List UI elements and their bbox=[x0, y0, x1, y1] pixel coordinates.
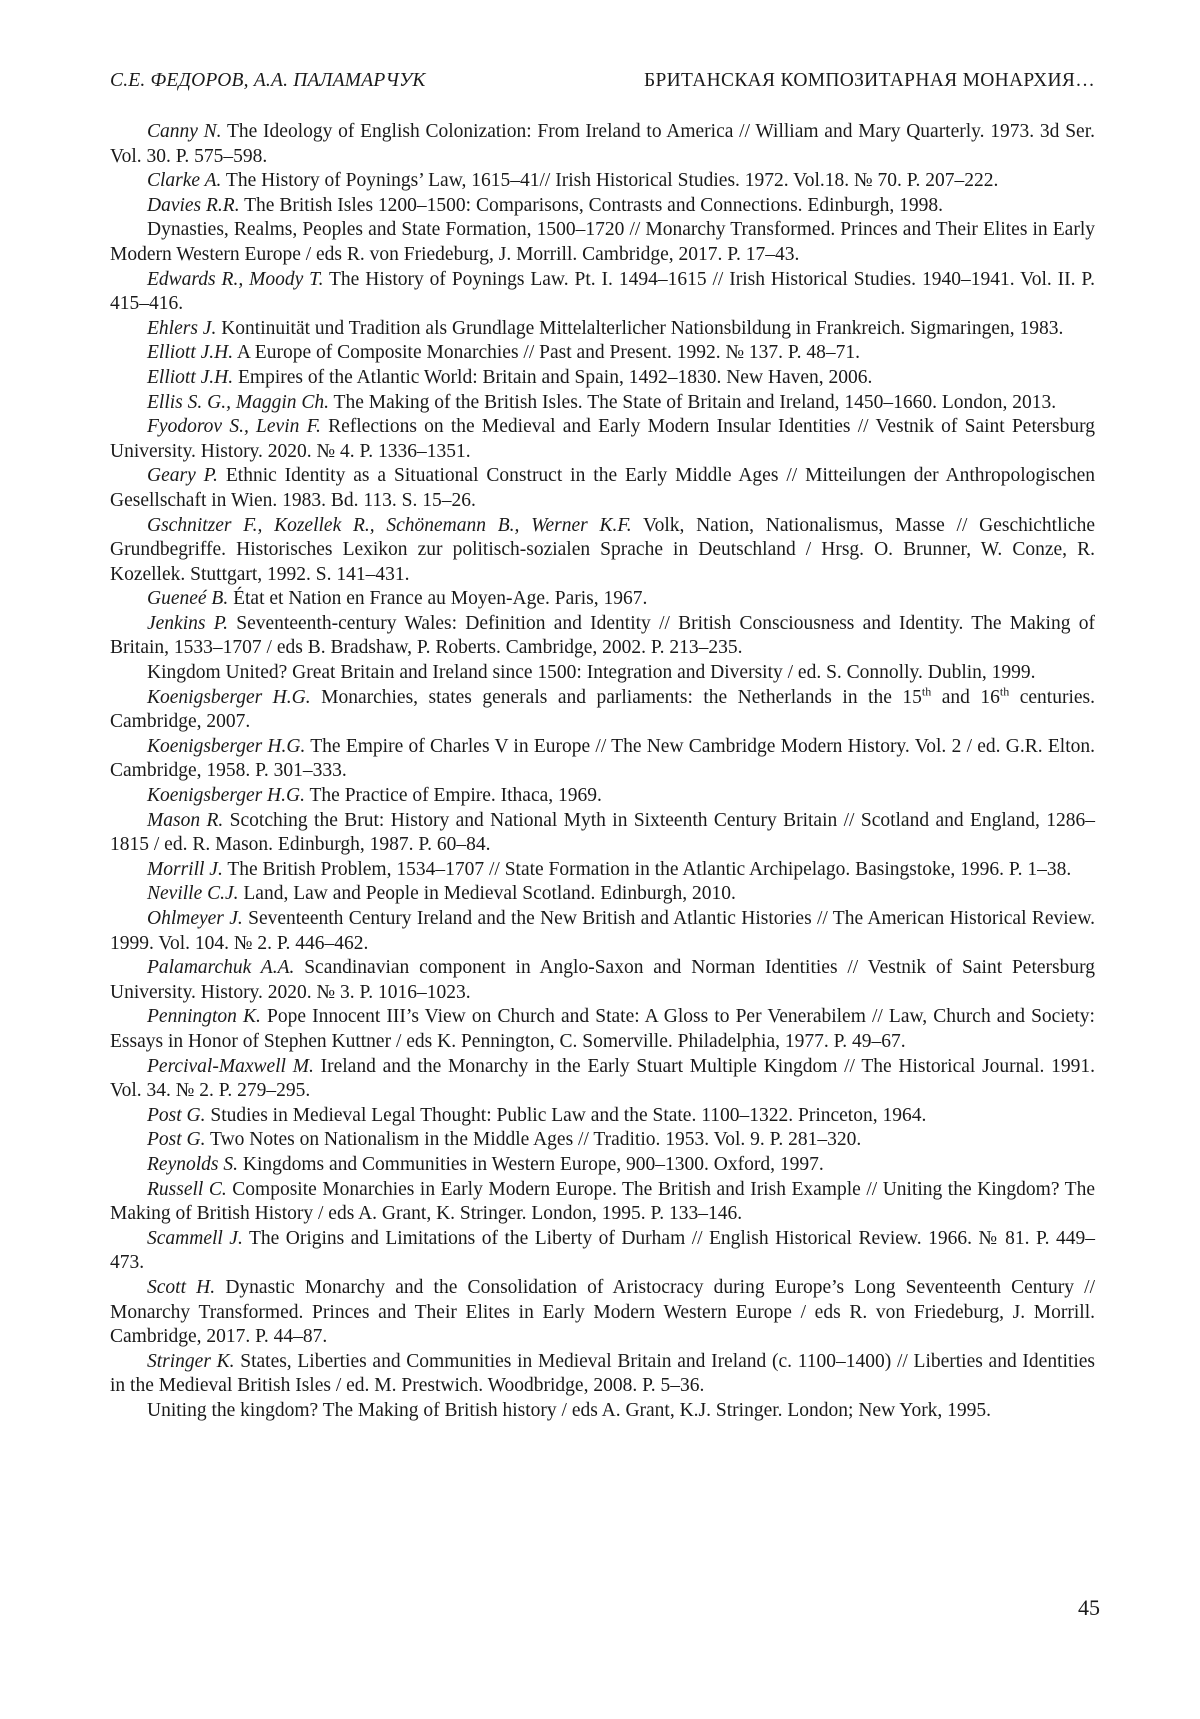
reference-author: Clarke A. bbox=[147, 170, 222, 192]
reference-author: Ohlmeyer J. bbox=[147, 908, 243, 929]
reference-author: Morrill J. bbox=[147, 858, 223, 880]
reference-entry bbox=[110, 391, 1095, 416]
reference-author: Ellis S. G., Maggin Ch. bbox=[147, 391, 330, 413]
reference-author: Koenigsberger H.G. bbox=[147, 785, 305, 807]
reference-entry bbox=[110, 1104, 1095, 1129]
reference-text: The History of Poynings Law. Pt. I. 1494–1615 // Irish Historical Studies. 1940–1941. Vol. II. P. 415–416. bbox=[110, 268, 1095, 315]
reference-text: Dynasties, Realms, Peoples and State Formation, 1500–1720 // Monarchy Transformed. Princes and Their Elites in Early Modern Western Europe / eds R. von Friedeburg, J. Morrill. Cambridge, 2017. P. 17–43. bbox=[110, 219, 1095, 265]
reference-author: Koenigsberger H.G. bbox=[147, 686, 311, 708]
reference-text: The Making of the British Isles. The State of Britain and Ireland, 1450–1660. London, 2013. bbox=[329, 391, 1057, 413]
reference-entry bbox=[110, 587, 1095, 612]
reference-text: The Ideology of English Colonization: From Ireland to America // William and Mary Quarterly. 1973. 3d Ser. Vol. 30. P. 575–598. bbox=[110, 121, 1095, 167]
page-number: 45 bbox=[1078, 1595, 1100, 1620]
reference-entry bbox=[110, 464, 1095, 513]
reference-entry bbox=[110, 1178, 1095, 1227]
reference-author: Scammell J. bbox=[147, 1227, 243, 1249]
reference-entry bbox=[110, 735, 1095, 784]
reference-text: centuries. Cambridge, 2007. bbox=[110, 686, 1095, 733]
reference-author: Davies R.R. bbox=[147, 194, 240, 216]
reference-author: Ehlers J. bbox=[147, 317, 217, 339]
reference-entry bbox=[110, 317, 1095, 342]
header-authors: С.Е. ФЕДОРОВ, А.А. ПАЛАМАРЧУК bbox=[110, 70, 426, 91]
reference-text: Reflections on the Medieval and Early Modern Insular Identities // Vestnik of Saint Petersburg University. History. 2020. № 4. P. 1336–1351. bbox=[110, 416, 1095, 462]
reference-author: Gueneé B. bbox=[147, 588, 229, 610]
reference-text: Dynastic Monarchy and the Consolidation of Aristocracy during Europe’s Long Seventeenth Century // Monarchy Transformed. Princes and Their Elites in Early Modern Western Europe / eds R. von Friedeburg, J. Morrill. Cambridge, 2017. P. 44–87. bbox=[110, 1276, 1095, 1348]
reference-entry bbox=[110, 1399, 1095, 1424]
reference-text: The Origins and Limitations of the Liberty of Durham // English Historical Review. 1966. № 81. P. 449–473. bbox=[110, 1227, 1096, 1274]
reference-text: The British Problem, 1534–1707 // State Formation in the Atlantic Archipelago. Basingstoke, 1996. P. 1–38. bbox=[222, 858, 1072, 880]
reference-entry bbox=[110, 612, 1095, 661]
reference-author: Post G. bbox=[147, 1104, 206, 1126]
reference-text: Studies in Medieval Legal Thought: Public Law and the State. 1100–1322. Princeton, 1964. bbox=[205, 1104, 927, 1126]
reference-text: The History of Poynings’ Law, 1615–41// Irish Historical Studies. 1972. Vol.18. № 70. P. 207–222. bbox=[221, 170, 999, 192]
reference-text: Scotching the Brut: History and National Myth in Sixteenth Century Britain // Scotland and England, 1286–1815 / ed. R. Mason. Edinburgh, 1987. P. 60–84. bbox=[110, 809, 1096, 856]
reference-entry bbox=[110, 341, 1095, 366]
reference-entry bbox=[110, 882, 1095, 907]
reference-text: Pope Innocent III’s View on Church and State: A Gloss to Per Venerabilem // Law, Church and Society: Essays in Honor of Stephen Kuttner / eds K. Pennington, C. Somerville. Philadelphia, 1977. P. 49–67. bbox=[110, 1006, 1095, 1052]
reference-entry bbox=[110, 218, 1095, 267]
reference-text: The British Isles 1200–1500: Comparisons, Contrasts and Connections. Edinburgh, 1998. bbox=[239, 194, 944, 216]
reference-author: Canny N. bbox=[147, 121, 222, 142]
superscript: th bbox=[921, 684, 932, 699]
reference-entry bbox=[110, 956, 1095, 1005]
reference-entry bbox=[110, 514, 1095, 588]
reference-entry bbox=[110, 784, 1095, 809]
reference-entry bbox=[110, 1227, 1095, 1276]
reference-text: Kingdom United? Great Britain and Ireland since 1500: Integration and Diversity / ed. S. Connolly. Dublin, 1999. bbox=[147, 662, 1036, 684]
reference-entry bbox=[110, 1153, 1095, 1178]
reference-entry bbox=[110, 415, 1095, 464]
reference-entry bbox=[110, 1005, 1095, 1054]
reference-text: Empires of the Atlantic World: Britain and Spain, 1492–1830. New Haven, 2006. bbox=[233, 366, 873, 388]
reference-text: Kontinuität und Tradition als Grundlage Mittelalterlicher Nationsbildung in Frankreich. Sigmaringen, 1983. bbox=[216, 317, 1064, 339]
reference-author: Reynolds S. bbox=[147, 1153, 238, 1175]
reference-text: Kingdoms and Communities in Western Europe, 900–1300. Oxford, 1997. bbox=[237, 1153, 824, 1175]
reference-text: Seventeenth Century Ireland and the New British and Atlantic Histories // The American Historical Review. 1999. Vol. 104. № 2. P. 446–462. bbox=[110, 908, 1096, 954]
reference-author: Scott H. bbox=[147, 1276, 216, 1298]
reference-entry bbox=[110, 907, 1095, 956]
reference-text: Land, Law and People in Medieval Scotland. Edinburgh, 2010. bbox=[238, 883, 736, 905]
reference-entry bbox=[110, 1276, 1095, 1350]
reference-author: Edwards R., Moody T. bbox=[147, 268, 324, 290]
reference-text: Uniting the kingdom? The Making of British history / eds A. Grant, K.J. Stringer. London; New York, 1995. bbox=[147, 1399, 992, 1421]
reference-author: Elliott J.H. bbox=[147, 342, 234, 364]
superscript: th bbox=[999, 684, 1010, 699]
reference-entry bbox=[110, 1128, 1095, 1153]
reference-entry bbox=[110, 661, 1095, 686]
reference-text: Ethnic Identity as a Situational Construct in the Early Middle Ages // Mitteilungen der Anthropologischen Gesellschaft in Wien. 1983. Bd. 113. S. 15–26. bbox=[110, 465, 1095, 511]
reference-author: Mason R. bbox=[147, 809, 224, 831]
reference-author: Fyodorov S., Levin F. bbox=[147, 416, 321, 438]
reference-list bbox=[110, 120, 1095, 1423]
reference-author: Percival-Maxwell M. bbox=[147, 1055, 314, 1077]
reference-entry bbox=[110, 1055, 1095, 1104]
reference-text: The Empire of Charles V in Europe // The New Cambridge Modern History. Vol. 2 / ed. G.R. Elton. Cambridge, 1958. P. 301–333. bbox=[110, 735, 1095, 782]
reference-author: Post G. bbox=[147, 1129, 206, 1151]
reference-text: States, Liberties and Communities in Medieval Britain and Ireland (c. 1100–1400) // Liberties and Identities in the Medieval British Isles / ed. M. Prestwich. Woodbridge, 2008. P. 5–36. bbox=[110, 1350, 1095, 1397]
reference-author: Neville C.J. bbox=[147, 883, 239, 905]
running-header bbox=[110, 66, 1095, 96]
reference-author: Gschnitzer F., Kozellek R., Schönemann B., Werner K.F. bbox=[147, 514, 632, 536]
reference-text: Scandinavian component in Anglo-Saxon and Norman Identities // Vestnik of Saint Petersburg University. History. 2020. № 3. P. 1016–1023. bbox=[110, 957, 1095, 1003]
reference-author: Koenigsberger H.G. bbox=[147, 735, 306, 757]
reference-author: Stringer K. bbox=[147, 1350, 235, 1372]
reference-entry bbox=[110, 120, 1095, 169]
reference-text: and 16 bbox=[931, 686, 1000, 708]
reference-entry bbox=[110, 268, 1095, 317]
reference-author: Russell C. bbox=[147, 1178, 227, 1200]
reference-text: Monarchies, states generals and parliaments: the Netherlands in the 15 bbox=[310, 686, 922, 708]
reference-entry bbox=[110, 194, 1095, 219]
reference-entry bbox=[110, 366, 1095, 391]
reference-author: Palamarchuk A.A. bbox=[147, 957, 295, 979]
reference-author: Pennington K. bbox=[147, 1006, 261, 1028]
reference-text: The Practice of Empire. Ithaca, 1969. bbox=[304, 785, 602, 807]
header-title: БРИТАНСКАЯ КОМПОЗИТАРНАЯ МОНАРХИЯ… bbox=[644, 70, 1095, 91]
reference-author: Jenkins P. bbox=[147, 612, 229, 634]
reference-text: Two Notes on Nationalism in the Middle Ages // Traditio. 1953. Vol. 9. P. 281–320. bbox=[205, 1129, 862, 1151]
reference-text: Ireland and the Monarchy in the Early Stuart Multiple Kingdom // The Historical Journal. 1991. Vol. 34. № 2. P. 279–295. bbox=[110, 1055, 1095, 1102]
reference-entry bbox=[110, 686, 1095, 735]
reference-entry bbox=[110, 858, 1095, 883]
reference-text: État et Nation en France au Moyen-Age. Paris, 1967. bbox=[228, 588, 648, 610]
reference-author: Elliott J.H. bbox=[147, 366, 234, 388]
reference-entry bbox=[110, 1350, 1095, 1399]
reference-entry bbox=[110, 809, 1095, 858]
reference-entry bbox=[110, 169, 1095, 194]
reference-text: Volk, Nation, Nationalismus, Masse // Geschichtliche Grundbegriffe. Historisches Lexikon zur politisch-sozialen Sprache in Deutschland / Hrsg. O. Brunner, W. Conze, R. Kozellek. Stuttgart, 1992. S. 141–431. bbox=[110, 514, 1095, 585]
reference-text: A Europe of Composite Monarchies // Past and Present. 1992. № 137. P. 48–71. bbox=[233, 342, 860, 364]
reference-author: Geary P. bbox=[147, 465, 218, 487]
reference-text: Seventeenth-century Wales: Definition and Identity // British Consciousness and Identity. The Making of Britain, 1533–1707 / eds B. Bradshaw, P. Roberts. Cambridge, 2002. P. 213–235. bbox=[110, 612, 1095, 659]
reference-text: Composite Monarchies in Early Modern Europe. The British and Irish Example // Uniting the Kingdom? The Making of British History / eds A. Grant, K. Stringer. London, 1995. P. 133–146. bbox=[110, 1178, 1095, 1225]
